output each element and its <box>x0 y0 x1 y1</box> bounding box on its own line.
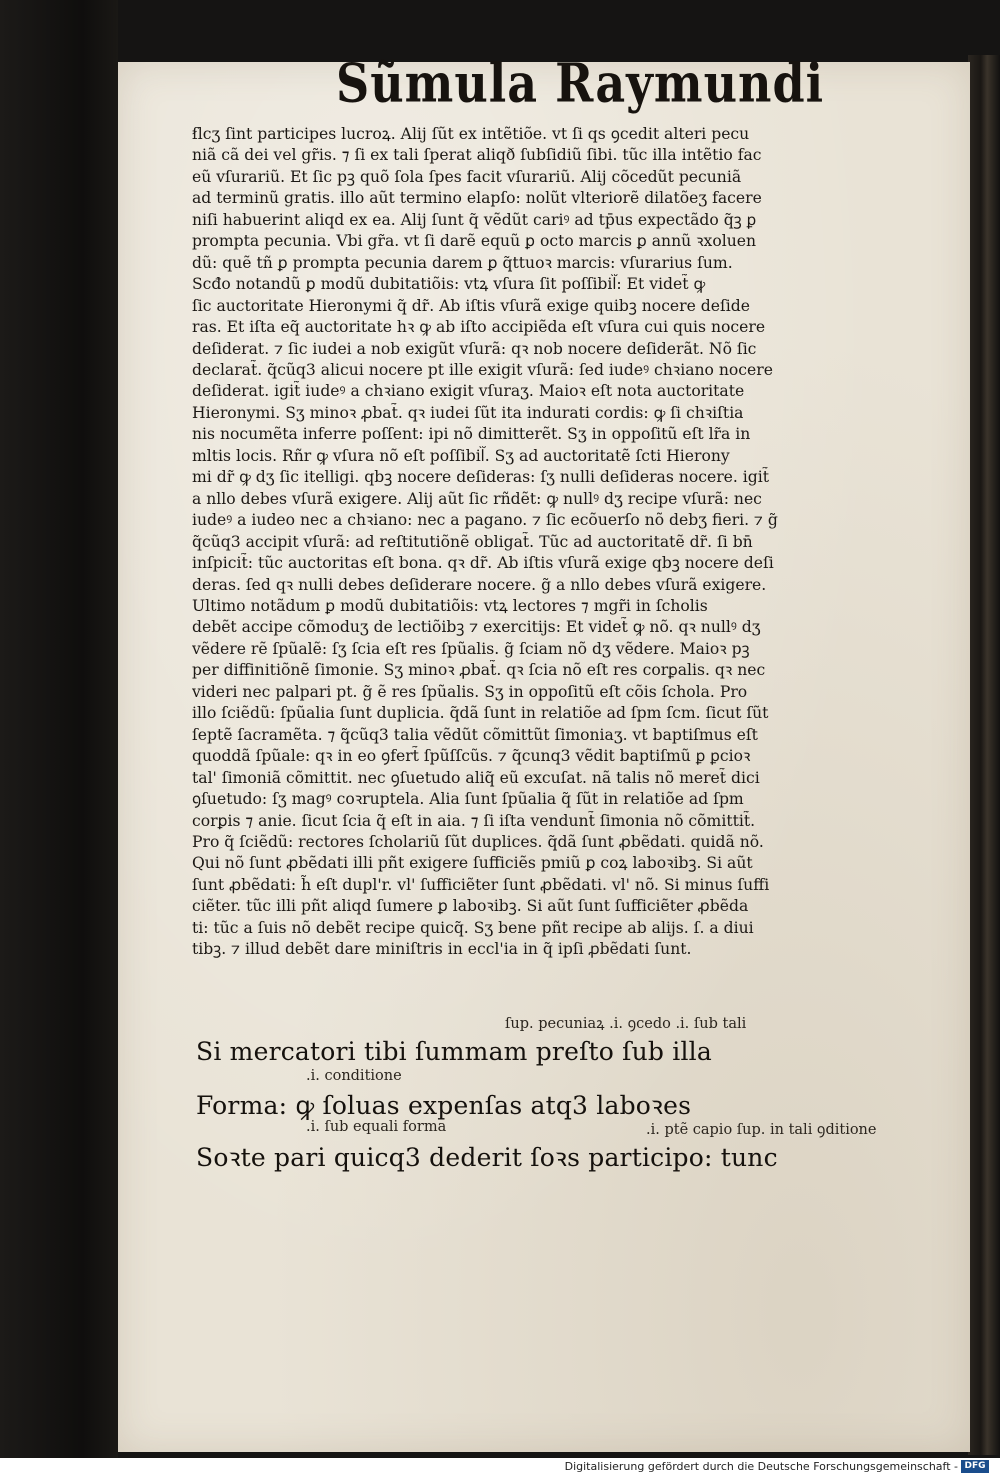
text-line: nis nocumẽta inferre poſſent: ipi nõ dimitterẽt. Sʒ in oppoſitũ eſt lr̃a in <box>192 425 751 444</box>
text-line: illo ſciẽdũ: ſpũalia ſunt duplicia. q̃dã ſunt in relatiõe ad ſpm ſcm. ſicut ſũt <box>192 704 769 723</box>
text-line: Qui nõ ſunt ꝓbẽdati illi pñt exigere ſufficiẽs pmiũ ꝑ coꝝ laboꝛibꝫ. Si aũt <box>192 854 753 873</box>
text-line: ꝯſuetudo: ſʒ magꝰ coꝛruptela. Alia ſunt ſpũalia q̃ ſũt in relatiõe ad ſpm <box>192 790 744 809</box>
text-line: ſeptẽ ſacramẽta. ⁊ q̃cũq3 talia vẽdũt cõmittũt ſimoniaʒ. vt baptiſmus eſt <box>192 725 758 744</box>
verse-line-1: Si mercatori tibi ſummam preſto ſub illa <box>196 1037 712 1066</box>
text-line: debẽt accipe cõmoduʒ de lectiõibꝫ ⁊ exercitijs: Et videt̃ ꝙ nõ. qꝛ nullꝰ dʒ <box>192 618 761 637</box>
body-text-block <box>192 124 952 961</box>
text-line: mltis locis. Rñr ꝙ vſura nõ eſt poſſibil᷑. Sʒ ad auctoritatẽ ſcti Hierony <box>192 446 730 465</box>
text-line: mi dr̃ ꝙ dʒ ſic itelligi. qbꝫ nocere deſideras: ſʒ nulli deſideras nocere. igit̃ <box>192 468 770 487</box>
text-line: tibꝫ. ⁊ illud debẽt dare miniſtris in eccl'ia in q̃ ipſi ꝓbẽdati ſunt. <box>192 940 692 959</box>
text-line: deras. ſed qꝛ nulli debes deſiderare nocere. g̃ a nllo debes vſurã exigere. <box>192 575 767 594</box>
verse-line-3: Soꝛte pari quicq3 dederit ſoꝛs participo: tunc <box>196 1143 778 1172</box>
text-line: quoddã ſpũale: qꝛ in eo ꝯfert̃ ſpũſſcũs. ⁊ q̃cunq3 vẽdit baptiſmũ ꝑ ꝑcioꝛ <box>192 747 751 766</box>
text-line: iudeꝰ a iudeo nec a chꝛiano: nec a pagano. ⁊ ſic ecõuerſo nõ debʒ fieri. ⁊ g̃ <box>192 511 778 530</box>
facing-page-edge <box>0 0 118 1458</box>
text-line: vẽdere rẽ ſpũalẽ: ſʒ ſcia eſt res ſpũalis. g̃ ſciam nõ dʒ vẽdere. Maioꝛ pꝫ <box>192 639 750 658</box>
interlinear-gloss-3-right: .i. ptẽ capio ſup. in tali ꝯditione <box>646 1122 877 1138</box>
text-line: per diffinitiõnẽ ſimonie. Sʒ minoꝛ ꝓbat̃. qꝛ ſcia nõ eſt res corꝑalis. qꝛ nec <box>192 661 766 680</box>
text-line: deſiderat. igit̃ iudeꝰ a chꝛiano exigit vſuraʒ. Maioꝛ eſt nota auctoritate <box>192 382 745 401</box>
text-line: deſiderat. ⁊ ſic iudei a nob exigũt vſurã: qꝛ nob nocere deſiderãt. Nõ ſic <box>192 339 757 358</box>
text-line: ad terminũ gratis. illo aũt termino elapſo: nolũt vlteriorẽ dilatõeʒ facere <box>192 189 762 208</box>
running-head-title: Sũmula Raymundi <box>336 52 825 115</box>
interlinear-gloss-3-left: .i. ſub equali forma <box>306 1119 447 1135</box>
text-line: niã cã dei vel gr̃is. ⁊ ſi ex tali ſperat aliqð ſubſidiũ ſibi. tũc illa intẽtio fac <box>192 146 762 165</box>
text-line: ti: tũc a ſuis nõ debẽt recipe quicq̃. Sʒ bene pñt recipe ab alijs. ſ. a diui <box>192 918 754 937</box>
text-line: ẜlcʒ ſint participes lucroꝝ. Alij ſũt ex intẽtiõe. vt ſi qs ꝯcedit alteri pecu <box>192 125 750 143</box>
text-line: eũ vſurariũ. Et ſic pꝫ quõ ſola ſpes facit vſurariũ. Alij cõcedũt pecuniã <box>192 167 742 186</box>
verse-line-2: Forma: ꝙ ſoluas expenſas atq3 laboꝛes <box>196 1091 692 1120</box>
text-line: Hieronymi. Sʒ minoꝛ ꝓbat̃. qꝛ iudei ſũt ita indurati cordis: ꝙ ſi chꝛiſtia <box>192 403 744 422</box>
text-line: ſunt ꝓbẽdati: h̃ eſt dupl'r. vl' ſufficiẽter ſunt ꝓbẽdati. vl' nõ. Si minus ſuffi <box>192 875 770 894</box>
text-line: Pro q̃ ſciẽdũ: rectores ſcholariũ ſũt duplices. q̃dã ſunt ꝓbẽdati. quidã nõ. <box>192 832 764 851</box>
text-line: videri nec palpari pt. g̃ ẽ res ſpũalis. Sʒ in oppoſitũ eſt cõis ſchola. Pro <box>192 682 748 701</box>
text-line: tal' ſimoniã cõmittit. nec ꝯſuetudo aliq̃ eũ excuſat. nã talis nõ meret̃ dici <box>192 768 760 787</box>
text-line: corꝑis ⁊ anie. ſicut ſcia q̃ eſt in aia. ⁊ ſi iſta vendunt̃ ſimonia nõ cõmittit̃. <box>192 811 756 830</box>
interlinear-gloss-2: .i. conditione <box>306 1068 402 1084</box>
interlinear-gloss-1: ſup. pecuniaꝝ .i. ꝯcedo .i. ſub tali <box>505 1016 747 1032</box>
text-line: q̃cũq3 accipit vſurã: ad reſtitutiõnẽ obligat̃. Tũc ad auctoritatẽ dr̃. ſi bn̄ <box>192 532 753 551</box>
funding-credit: Digitalisierung gefördert durch die Deutsche Forschungsgemeinschaft - <box>564 1460 958 1473</box>
text-line: ras. Et iſta eq̃ auctoritate hꝛ ꝙ ab iſto accipiẽda eſt vſura cui quis nocere <box>192 318 766 337</box>
text-line: Ultimo notãdum ꝑ modũ dubitatiõis: vtꝝ lectores ⁊ mgr̃i in ſcholis <box>192 596 708 615</box>
text-line: a nllo debes vſurã exigere. Alij aũt ſic rñdẽt: ꝙ nullꝰ dʒ recipe vſurã: nec <box>192 489 762 508</box>
text-line: prompta pecunia. Vbi gr̃a. vt ſi darẽ equũ ꝑ octo marcis ꝑ annũ ꝛxoluen <box>192 232 757 251</box>
text-line: ſic auctoritate Hieronymi q̃ dr̃. Ab iſtis vſurã exige quibꝫ nocere deſide <box>192 296 750 315</box>
text-line: dũ: quẽ tñ ꝑ prompta pecunia darem ꝑ q̃ttuoꝛ marcis: vſurarius ſum. <box>192 253 733 272</box>
text-line: inſpicit̃: tũc auctoritas eſt bona. qꝛ dr̃. Ab iſtis vſurã exige qbꝫ nocere deſi <box>192 554 774 573</box>
dfg-logo-icon: DFG <box>961 1460 989 1473</box>
text-line: Scđo notandũ ꝑ modũ dubitatiõis: vtꝝ vſura ſit poſſibil᷑: Et videt̃ ꝙ <box>192 275 706 294</box>
text-line: ciẽter. tũc illi pñt aliqd ſumere ꝑ laboꝛibꝫ. Si aũt ſunt ſufficiẽter ꝓbẽda <box>192 897 749 916</box>
text-line: niſi habuerint aliqd ex ea. Alij ſunt q̃ vẽdũt cariꝰ ad tp̄us expectãdo q̃ꝫ ꝑ <box>192 210 757 229</box>
book-fore-edge <box>968 55 1000 1455</box>
text-line: declarat̃. q̃cũq3 alicui nocere pt ille exigit vſurã: ſed iudeꝰ chꝛiano nocere <box>192 360 773 379</box>
